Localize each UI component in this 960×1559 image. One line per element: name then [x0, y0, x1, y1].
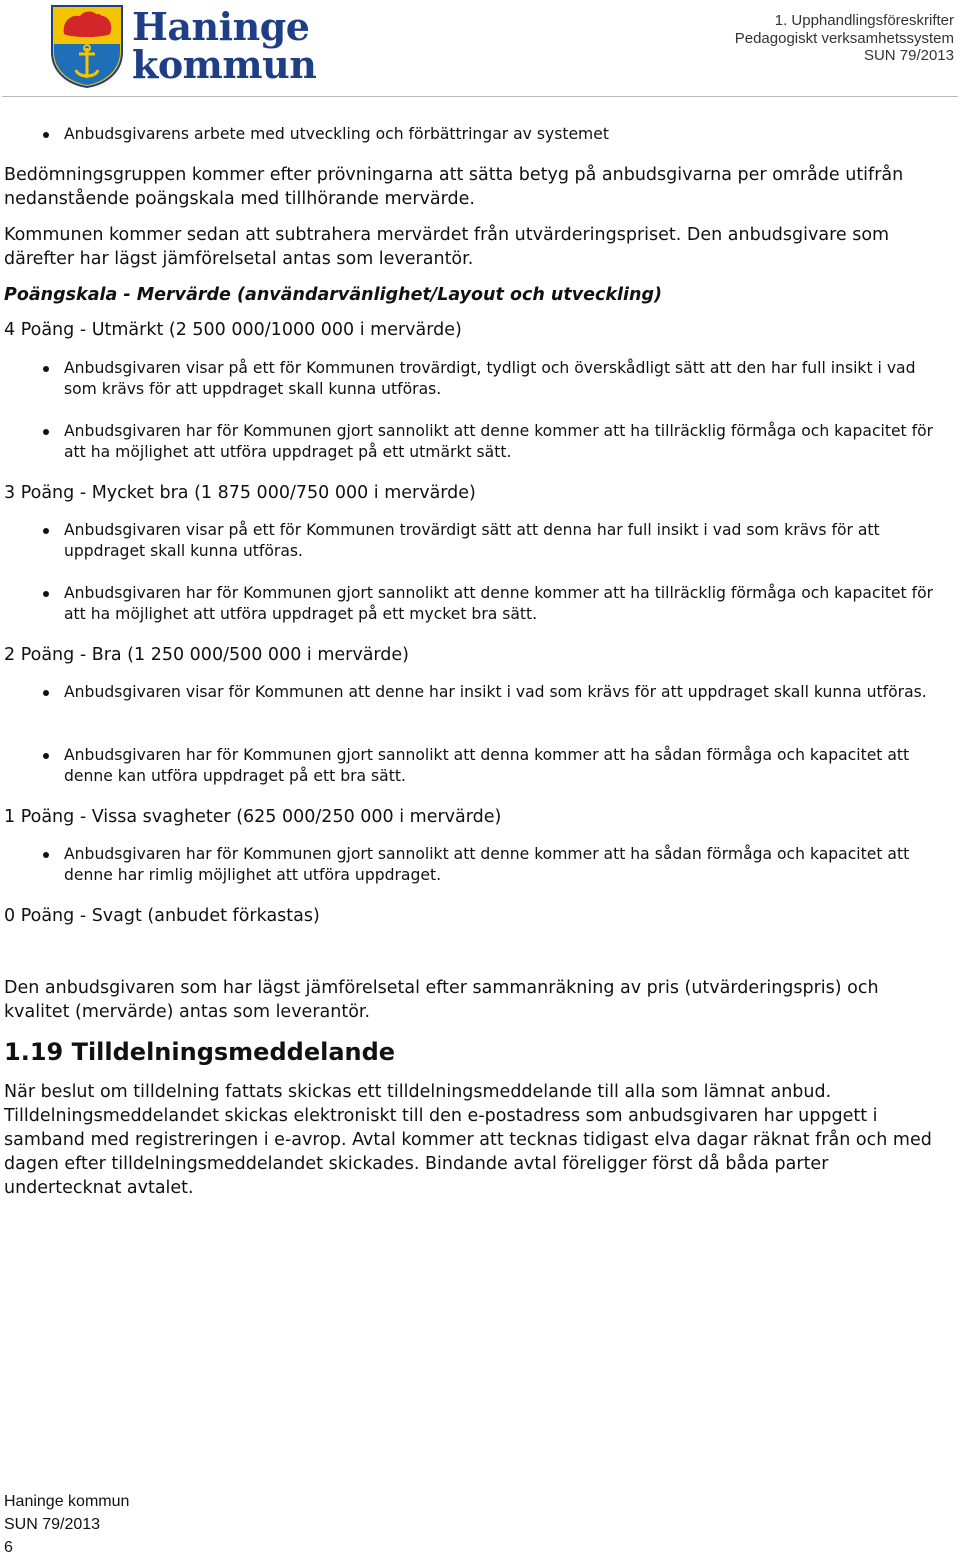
list-item: Anbudsgivaren har för Kommunen gjort sannolikt att denne kommer att ha tillräcklig förmåga och kapacitet för att ha möjlighet att utföra uppdraget på ett mycket bra sätt. — [64, 583, 940, 625]
list-item: Anbudsgivaren har för Kommunen gjort sannolikt att denne kommer att ha sådan förmåga och kapacitet att denne har rimlig möjlighet att utföra uppdraget. — [64, 844, 940, 886]
chapter-title: 1. Upphandlingsföreskrifter — [774, 12, 954, 29]
paragraph-evaluation: Bedömningsgruppen kommer efter prövningarna att sätta betyg på anbudsgivarna per område utifrån nedanstående poängskala med tillhörande mervärde. — [4, 165, 904, 209]
page-header — [0, 0, 960, 97]
header-divider — [2, 96, 958, 97]
coat-of-arms-icon — [50, 4, 124, 88]
level-title: 0 Poäng - Svagt (anbudet förkastas) — [4, 906, 320, 926]
logo-wordmark-line2: kommun — [132, 42, 317, 87]
list-item: Anbudsgivaren visar för Kommunen att denne har insikt i vad som krävs för att uppdraget skall kunna utföras. — [64, 682, 940, 703]
scale-heading: Poängskala - Mervärde (användarvänlighet/Layout och utveckling) — [4, 285, 663, 305]
list-item: Anbudsgivaren visar på ett för Kommunen trovärdigt, tydligt och överskådligt sätt att den har full insikt i vad som krävs för att uppdraget skall kunna utföras. — [64, 358, 940, 400]
document-meta — [735, 12, 954, 65]
list-item: Anbudsgivaren visar på ett för Kommunen trovärdigt sätt att denna har full insikt i vad som krävs för att uppdraget skall kunna utföras. — [64, 520, 940, 562]
section-heading: 1.19 Tilldelningsmeddelande — [4, 1038, 396, 1066]
list-item: Anbudsgivaren har för Kommunen gjort sannolikt att denne kommer att ha tillräcklig förmåga och kapacitet för att ha möjlighet att utföra uppdraget på ett utmärkt sätt. — [64, 421, 940, 463]
page-number: 6 — [4, 1539, 13, 1556]
project-title: Pedagogiskt verksamhetssystem — [734, 29, 954, 47]
case-number: SUN 79/2013 — [863, 47, 954, 64]
footer-case-number: SUN 79/2013 — [4, 1516, 101, 1533]
list-item: Anbudsgivaren har för Kommunen gjort sannolikt att denna kommer att ha sådan förmåga och kapacitet att denne kan utföra uppdraget på ett bra sätt. — [64, 745, 940, 787]
level-title: 1 Poäng - Vissa svagheter (625 000/250 000 i mervärde) — [4, 807, 502, 827]
logo-wordmark-line1: Haninge — [132, 4, 310, 49]
footer-organization: Haninge kommun — [4, 1493, 130, 1510]
level-title: 3 Poäng - Mycket bra (1 875 000/750 000 i mervärde) — [4, 483, 476, 503]
paragraph-conclusion: Den anbudsgivaren som har lägst jämförelsetal efter sammanräkning av pris (utvärderingspris) och kvalitet (mervärde) antas som leverantör. — [4, 978, 879, 1022]
paragraph-award-notice: När beslut om tilldelning fattats skickas ett tilldelningsmeddelande till alla som lämnat anbud. Tilldelningsmeddelandet skickas elektroniskt till den e-postadress som anbudsgivaren har uppgett i samband med registreringen i e-avrop. Avtal kommer att tecknas tidigast elva dagar räknat från och med dagen efter tilldelningsmeddelandet skickades. Bindande avtal föreligger först då båda parter undertecknat avtalet. — [4, 1082, 932, 1198]
haninge-logo — [50, 4, 317, 88]
level-title: 2 Poäng - Bra (1 250 000/500 000 i mervärde) — [4, 645, 410, 665]
level-title: 4 Poäng - Utmärkt (2 500 000/1000 000 i mervärde) — [4, 320, 462, 340]
page-footer — [4, 1490, 129, 1559]
list-item: Anbudsgivarens arbete med utveckling och förbättringar av systemet — [64, 124, 940, 145]
paragraph-subtraction: Kommunen kommer sedan att subtrahera mervärdet från utvärderingspriset. Den anbudsgivare som därefter har lägst jämförelsetal antas som leverantör. — [4, 225, 890, 269]
